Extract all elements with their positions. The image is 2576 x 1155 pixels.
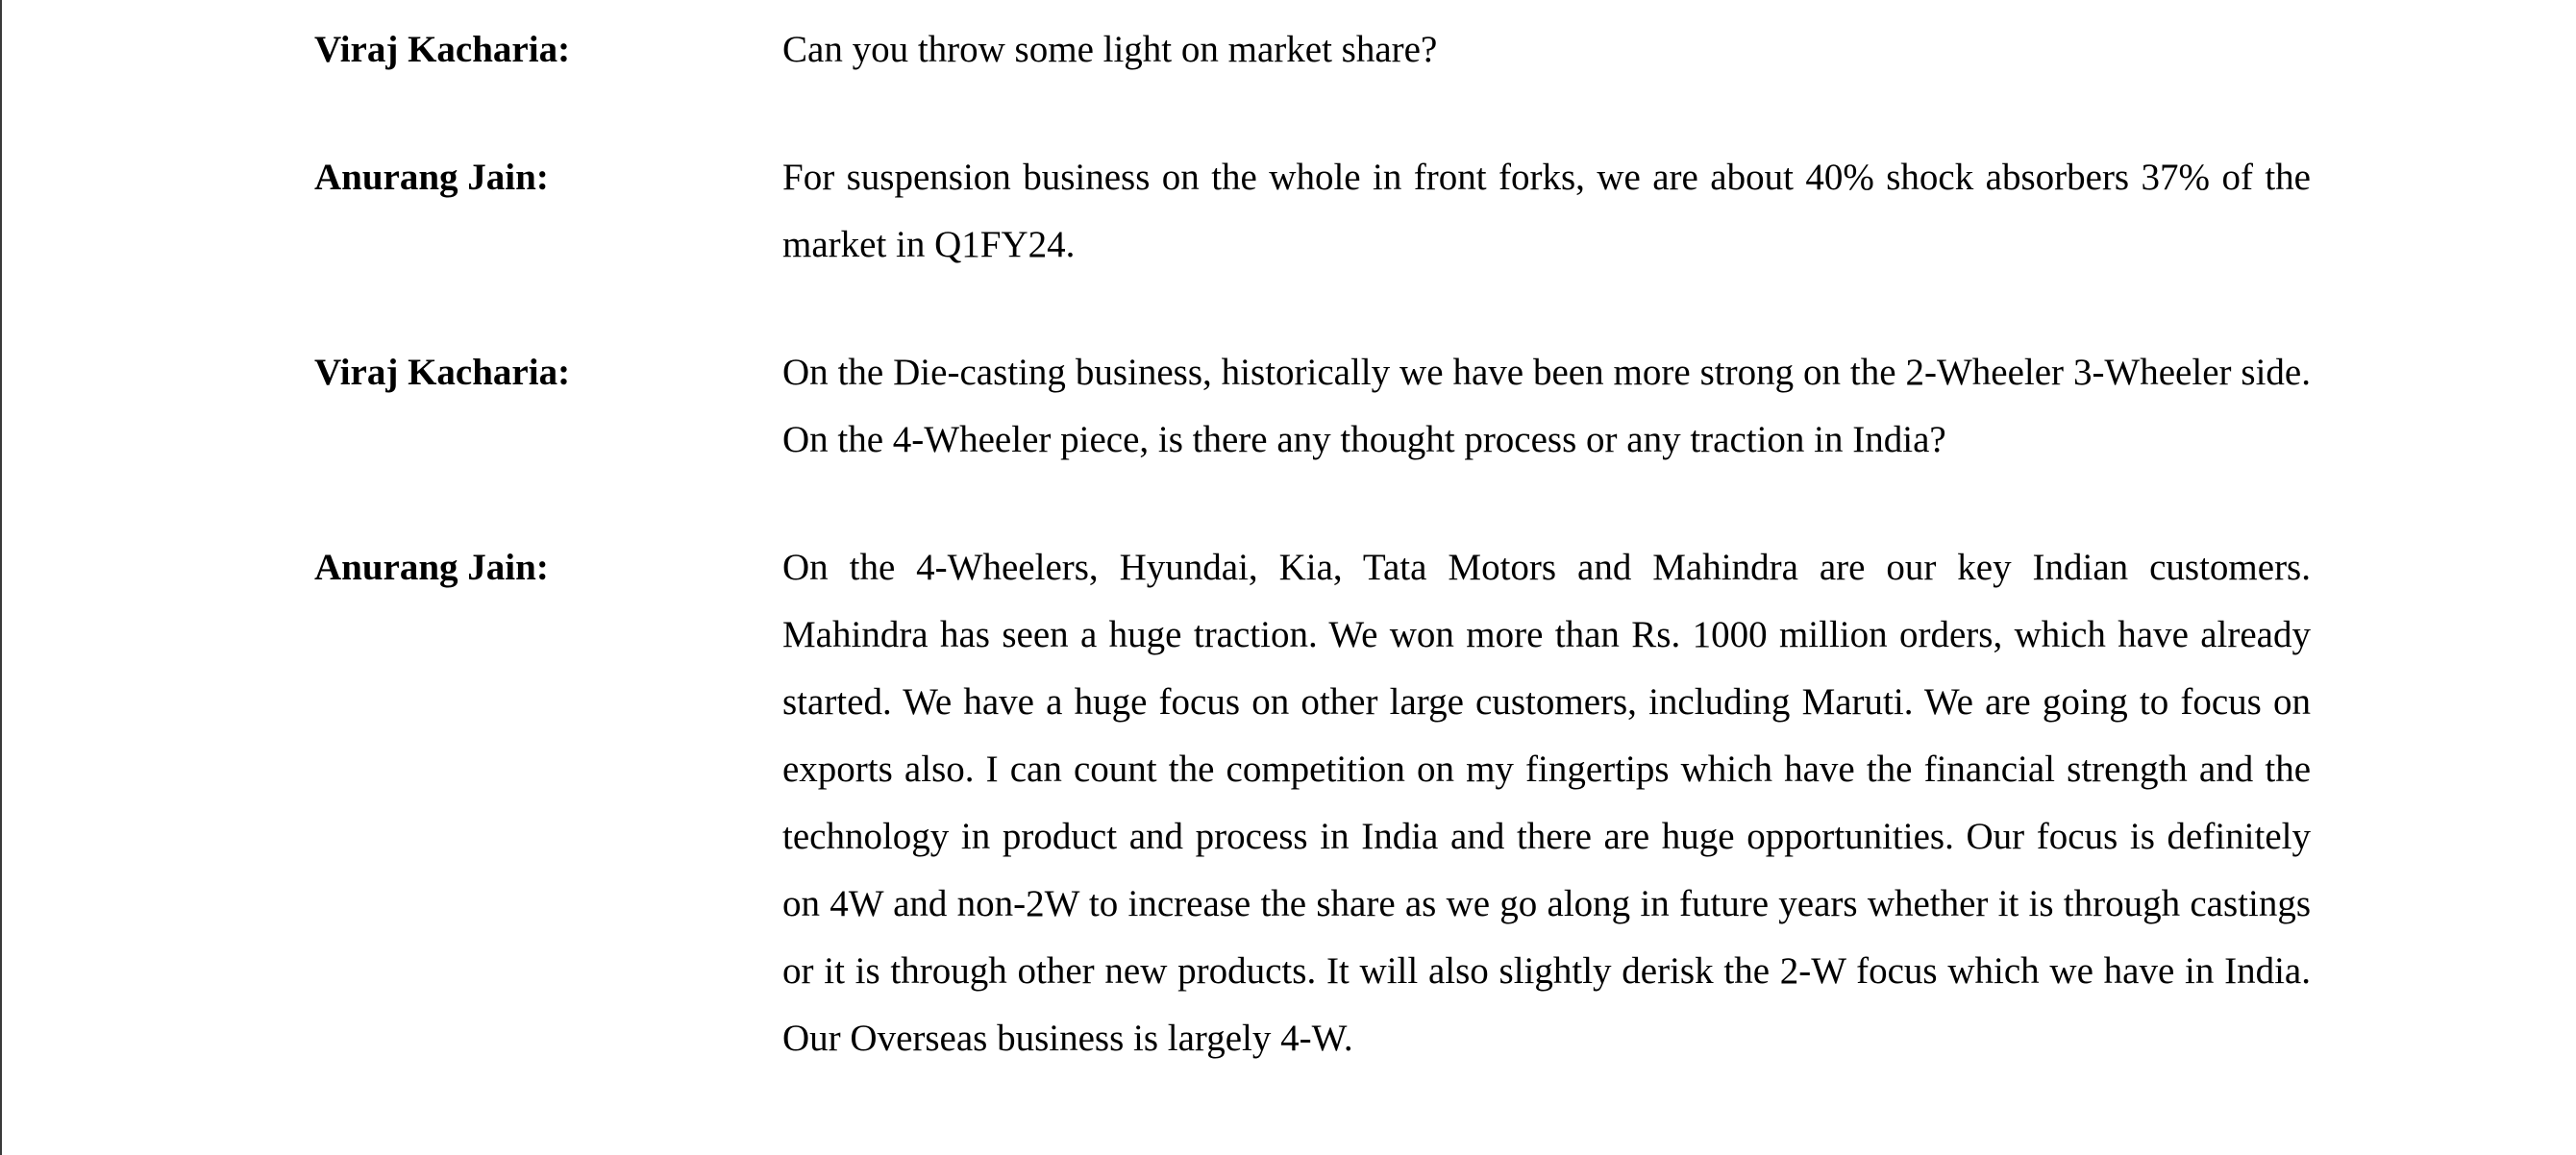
- utterance-text: For suspension business on the whole in front forks, we are about 40% shock absorbers 37% of the market in Q1FY24.: [782, 157, 2311, 265]
- page-left-edge: [0, 0, 2, 1155]
- utterance-text: On the Die-casting business, historically we have been more strong on the 2-Wheeler 3-Wheeler side. On the 4-Wheeler piece, is there any thought process or any traction in India?: [782, 352, 2311, 460]
- speaker-name: Viraj Kacharia:: [314, 352, 571, 393]
- speaker-name: Anurang Jain:: [314, 157, 549, 198]
- utterance-text: Can you throw some light on market share?: [782, 29, 1438, 70]
- speaker-name: Viraj Kacharia:: [314, 29, 571, 70]
- utterance-text: On the 4-Wheelers, Hyundai, Kia, Tata Motors and Mahindra are our key Indian customers. Mahindra has seen a huge traction. We won more than Rs. 1000 million orders, which have already started. We have a huge focus on other large customers, including Maruti. We are going to focus on exports also. I can count the competition on my fingertips which have the financial strength and the technology in product and process in India and there are huge opportunities. Our focus is definitely on 4W and non-2W to increase the share as we go along in future years whether it is through castings or it is through other new products. It will also slightly derisk the 2-W focus which we have in India. Our Overseas business is largely 4-W.: [782, 547, 2311, 1059]
- speaker-name: Anurang Jain:: [314, 547, 549, 588]
